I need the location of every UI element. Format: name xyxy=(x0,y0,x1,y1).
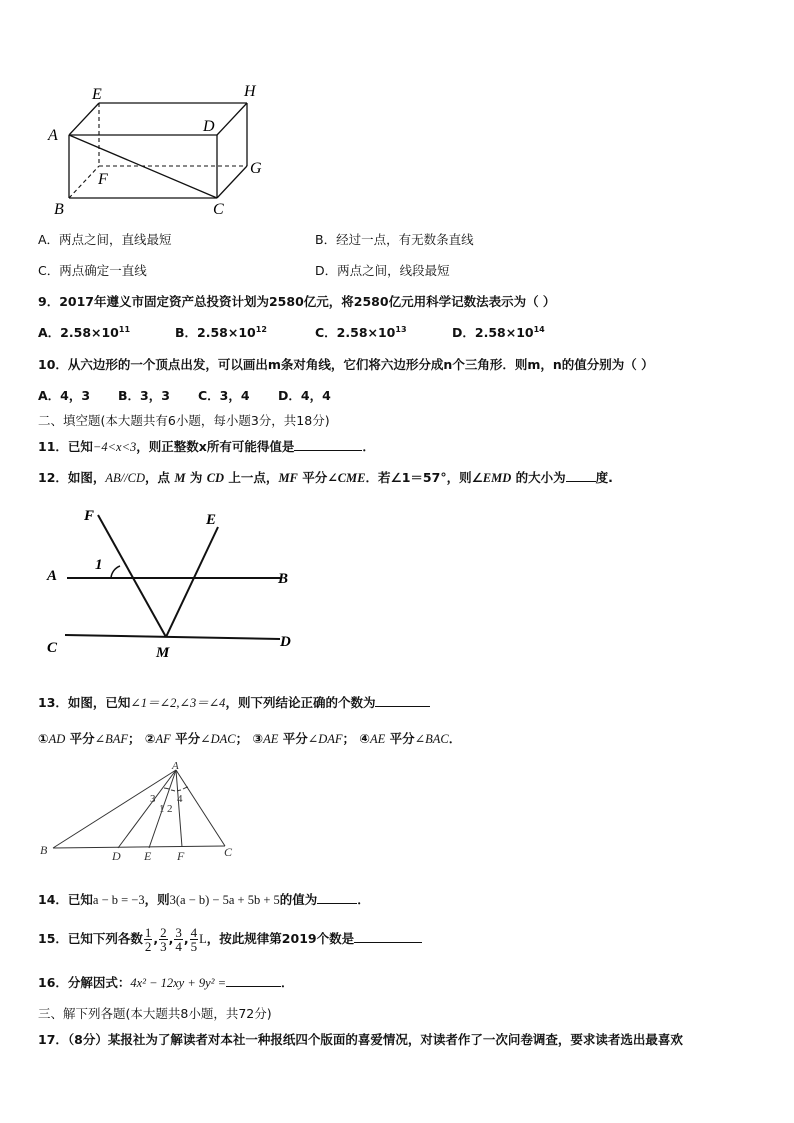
q13-item-3: ③AE 平分∠DAF； xyxy=(252,731,356,746)
triangle-label-D: D xyxy=(112,849,121,863)
box-figure xyxy=(40,80,280,220)
q13-answer-blank[interactable] xyxy=(375,694,430,707)
box-label-B: B xyxy=(54,201,64,218)
q11-answer-blank[interactable] xyxy=(294,438,362,451)
triangle-label-4: 4 xyxy=(177,793,183,805)
q12-answer-blank[interactable] xyxy=(566,469,596,482)
triangle-figure xyxy=(38,760,248,865)
q15-fraction-4: $\frac{4}{5}$ xyxy=(190,925,198,954)
q10-option-a: A．4，3 xyxy=(38,388,91,403)
q17: 17．（8分）某报社为了解读者对本社一种报纸四个版面的喜爱情况，对读者作了一次问卷调查，要求读者选出最喜欢 xyxy=(38,1032,683,1047)
box-label-F: F xyxy=(98,171,108,188)
q10-option-d: D．4，4 xyxy=(278,388,331,403)
q15-fraction-3: $\frac{3}{4}$ xyxy=(175,925,182,954)
triangle-label-3: 3 xyxy=(150,793,156,805)
section-3-heading: 三、解下列各题(本大题共8小题，共72分) xyxy=(38,1006,272,1021)
q12: 12．如图，AB//CD，点 M 为 CD 上一点，MF 平分∠CME．若∠1＝57°，则∠EMD 的大小为 度. xyxy=(38,470,613,485)
lines-label-M: M xyxy=(156,645,170,661)
q9-stem: 9．2017年遵义市固定资产总投资计划为2580亿元，将2580亿元用科学记数法表示为（ ） xyxy=(38,294,556,309)
lines-label-F: F xyxy=(84,508,95,524)
triangle-label-1: 1 xyxy=(159,803,165,815)
triangle-label-E: E xyxy=(144,849,152,863)
q9-options xyxy=(38,323,545,341)
q15-fraction-1: $\frac{1}{2}$ xyxy=(144,925,152,954)
q16-answer-blank[interactable] xyxy=(226,974,281,987)
lines-label-1: 1 xyxy=(95,557,103,573)
q8-option-b: B．经过一点，有无数条直线 xyxy=(315,232,474,247)
q15-fraction-2: $\frac{2}{3}$ xyxy=(160,925,167,954)
q13-item-2: ②AF 平分∠DAC； xyxy=(144,731,249,746)
triangle-label-F: F xyxy=(177,849,185,863)
q9-option-a: A．$2.58\times 10^{11}$ xyxy=(38,324,131,340)
q16: 16．分解因式：4x² − 12xy + 9y² = ． xyxy=(38,975,294,990)
q9-option-b: B．$2.58\times 10^{12}$ xyxy=(175,324,267,340)
lines-label-C: C xyxy=(47,640,58,656)
box-label-C: C xyxy=(213,201,224,218)
q13-item-1: ①AD 平分∠BAF； xyxy=(38,731,141,746)
q15: 15．已知下列各数 $\frac{1}{2}$ , $\frac{2}{3}$ , $\frac{3}{4}$ , $\frac{4}{5}$ L，按此规律第2019个数是 xyxy=(38,920,422,958)
lines-label-B: B xyxy=(278,571,289,587)
q10-option-c: C．3，4 xyxy=(198,388,250,403)
lines-label-E: E xyxy=(206,512,217,528)
triangle-label-A: A xyxy=(172,760,179,772)
q9-option-d: D．$2.58\times 10^{14}$ xyxy=(452,324,545,340)
lines-label-A: A xyxy=(47,568,58,584)
lines-label-D: D xyxy=(280,634,291,650)
q14: 14．已知a − b = −3，则3(a − b) − 5a + 5b + 5的值为 ． xyxy=(38,892,370,907)
q8-option-d: D．两点之间，线段最短 xyxy=(315,263,450,278)
q8-option-c: C．两点确定一直线 xyxy=(38,263,147,278)
q9-option-c: C．$2.58\times 10^{13}$ xyxy=(315,324,407,340)
q10-options xyxy=(38,386,331,404)
q10-option-b: B．3，3 xyxy=(118,388,170,403)
section-2-heading: 二、填空题(本大题共有6小题，每小题3分，共18分) xyxy=(38,413,330,428)
q15-answer-blank[interactable] xyxy=(354,930,422,943)
triangle-label-C: C xyxy=(224,845,233,859)
triangle-label-2: 2 xyxy=(167,803,173,815)
box-label-H: H xyxy=(244,83,256,100)
q13-item-4: ④AE 平分∠BAC． xyxy=(359,731,462,746)
parallel-lines-figure xyxy=(40,500,310,665)
q13-stem: 13．如图，已知∠1＝∠2,∠3＝∠4，则下列结论正确的个数为 xyxy=(38,693,430,711)
box-label-D: D xyxy=(203,118,215,135)
triangle-label-B: B xyxy=(40,843,48,857)
q10-stem: 10．从六边形的一个顶点出发，可以画出m条对角线，它们将六边形分成n个三角形．则m，n的值分别为（ ） xyxy=(38,357,654,372)
box-label-A: A xyxy=(48,127,58,144)
box-label-E: E xyxy=(92,86,102,103)
box-label-G: G xyxy=(250,160,262,177)
q14-answer-blank[interactable] xyxy=(317,891,357,904)
q13-items xyxy=(38,729,461,747)
q8-option-a: A．两点之间，直线最短 xyxy=(38,232,172,247)
q11: 11．已知−4<x<3，则正整数x所有可能得值是 ． xyxy=(38,439,375,454)
